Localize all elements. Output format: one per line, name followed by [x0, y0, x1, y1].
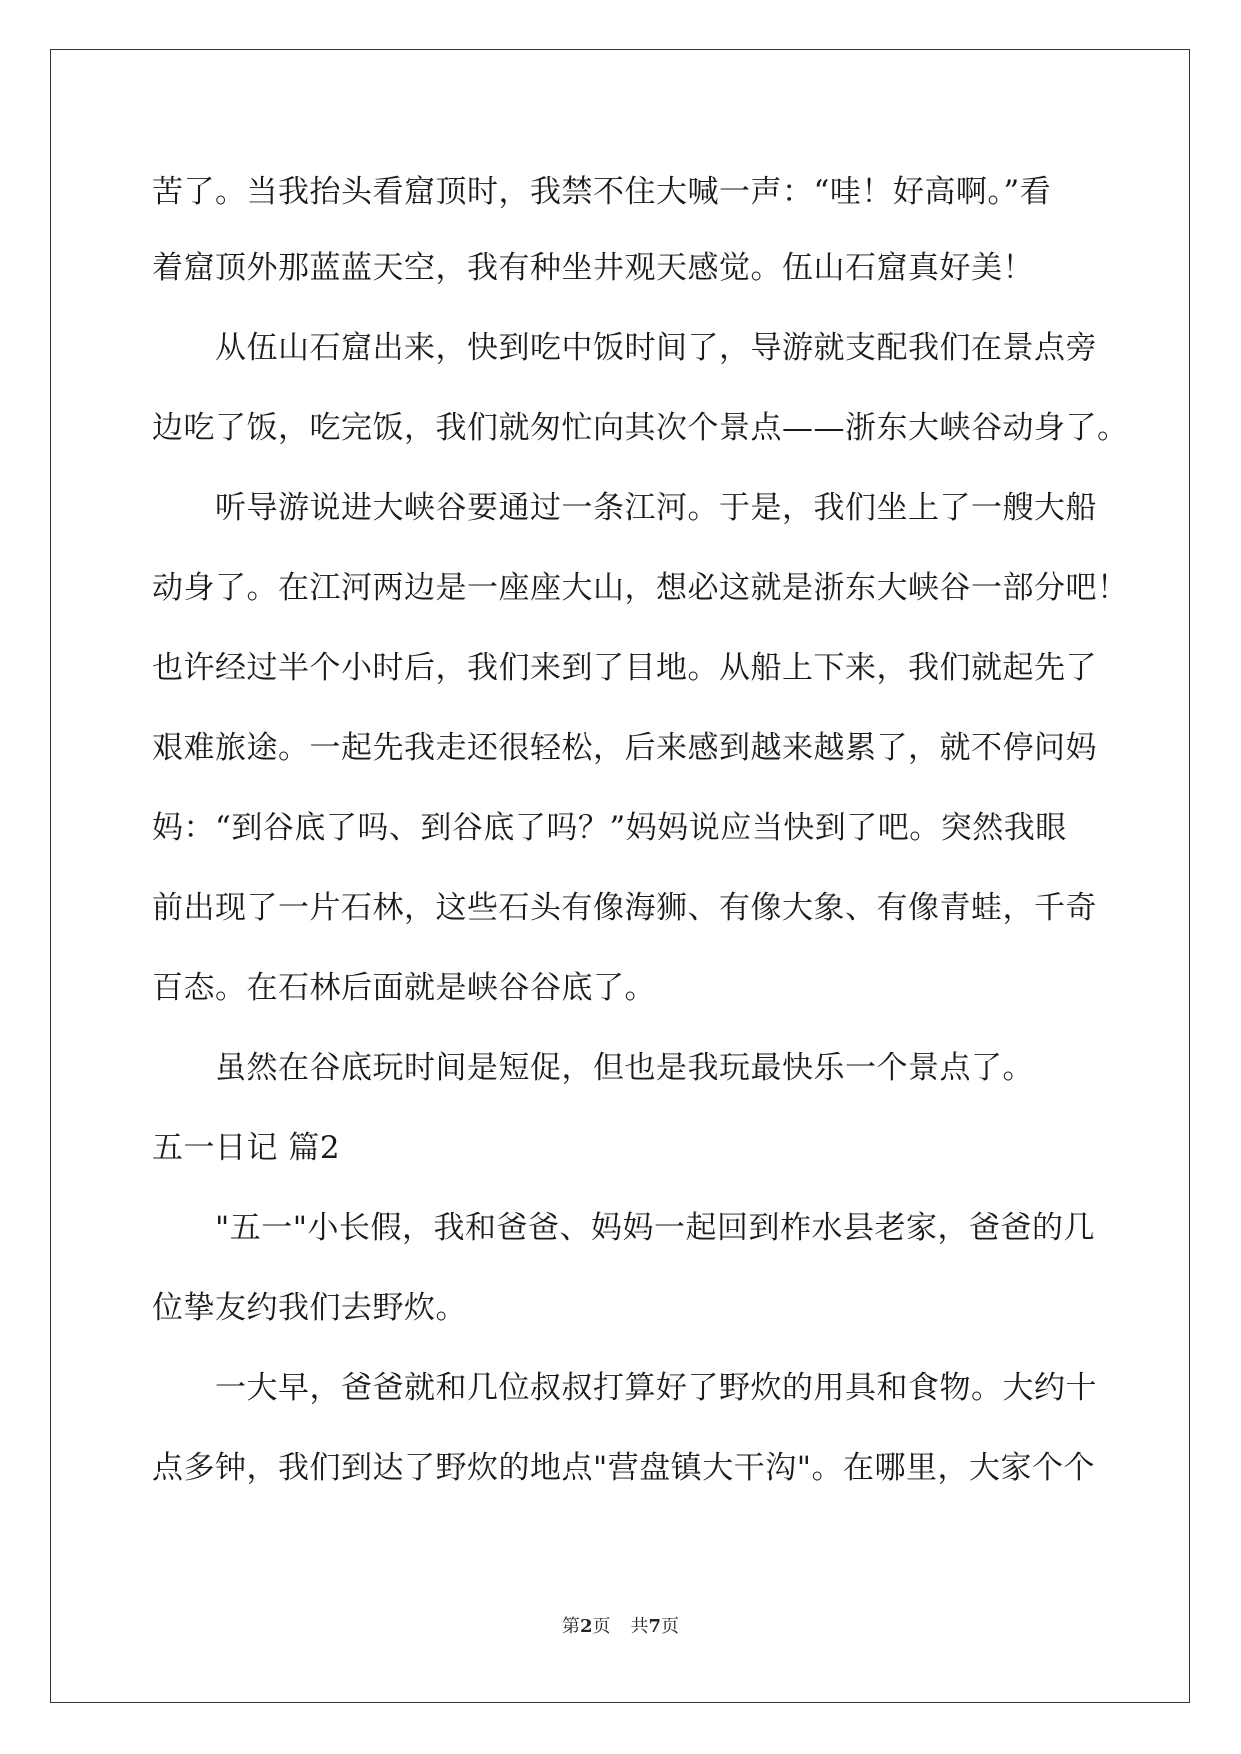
text-line: 着窟顶外那蓝蓝天空，我有种坐井观天感觉。伍山石窟真好美！ — [152, 250, 1034, 286]
text-line: 苦了。当我抬头看窟顶时，我禁不住大喊一声：“哇！好高啊。”看 — [152, 174, 1052, 210]
text-line: 前出现了一片石林，这些石头有像海狮、有像大象、有像青蛙，千奇 — [152, 890, 1097, 926]
text-line: 从伍山石窟出来，快到吃中饭时间了，导游就支配我们在景点旁 — [152, 330, 1097, 366]
text-line: 听导游说进大峡谷要通过一条江河。于是，我们坐上了一艘大船 — [152, 490, 1097, 526]
page-footer — [0, 1612, 1241, 1638]
text-line: "五一"小长假，我和爸爸、妈妈一起回到柞水县老家，爸爸的几 — [152, 1210, 1096, 1246]
total-suffix: 页 — [661, 1616, 680, 1637]
document-body — [152, 160, 1129, 1516]
page-prefix: 第 — [561, 1616, 580, 1637]
section-heading: 五一日记 篇2 — [152, 1130, 341, 1166]
text-line: 百态。在石林后面就是峡谷谷底了。 — [152, 970, 656, 1006]
text-line: 位挚友约我们去野炊。 — [152, 1290, 467, 1326]
text-line: 一大早，爸爸就和几位叔叔打算好了野炊的用具和食物。大约十 — [152, 1370, 1097, 1406]
text-line: 艰难旅途。一起先我走还很轻松，后来感到越来越累了，就不停问妈 — [152, 730, 1097, 766]
page-suffix: 页 — [592, 1616, 611, 1637]
page-total: 7 — [648, 1616, 662, 1637]
text-line: 点多钟，我们到达了野炊的地点"营盘镇大干沟"。在哪里，大家个个 — [152, 1450, 1096, 1486]
total-prefix: 共 — [630, 1616, 649, 1637]
text-line: 也许经过半个小时后，我们来到了目地。从船上下来，我们就起先了 — [152, 650, 1097, 686]
text-line: 虽然在谷底玩时间是短促，但也是我玩最快乐一个景点了。 — [152, 1050, 1034, 1086]
text-line: 边吃了饭，吃完饭，我们就匆忙向其次个景点——浙东大峡谷动身了。 — [152, 410, 1129, 446]
text-line: 动身了。在江河两边是一座座大山，想必这就是浙东大峡谷一部分吧！ — [152, 570, 1129, 606]
text-line: 妈：“到谷底了吗、到谷底了吗？”妈妈说应当快到了吧。突然我眼 — [152, 810, 1067, 846]
page-current: 2 — [579, 1616, 593, 1637]
